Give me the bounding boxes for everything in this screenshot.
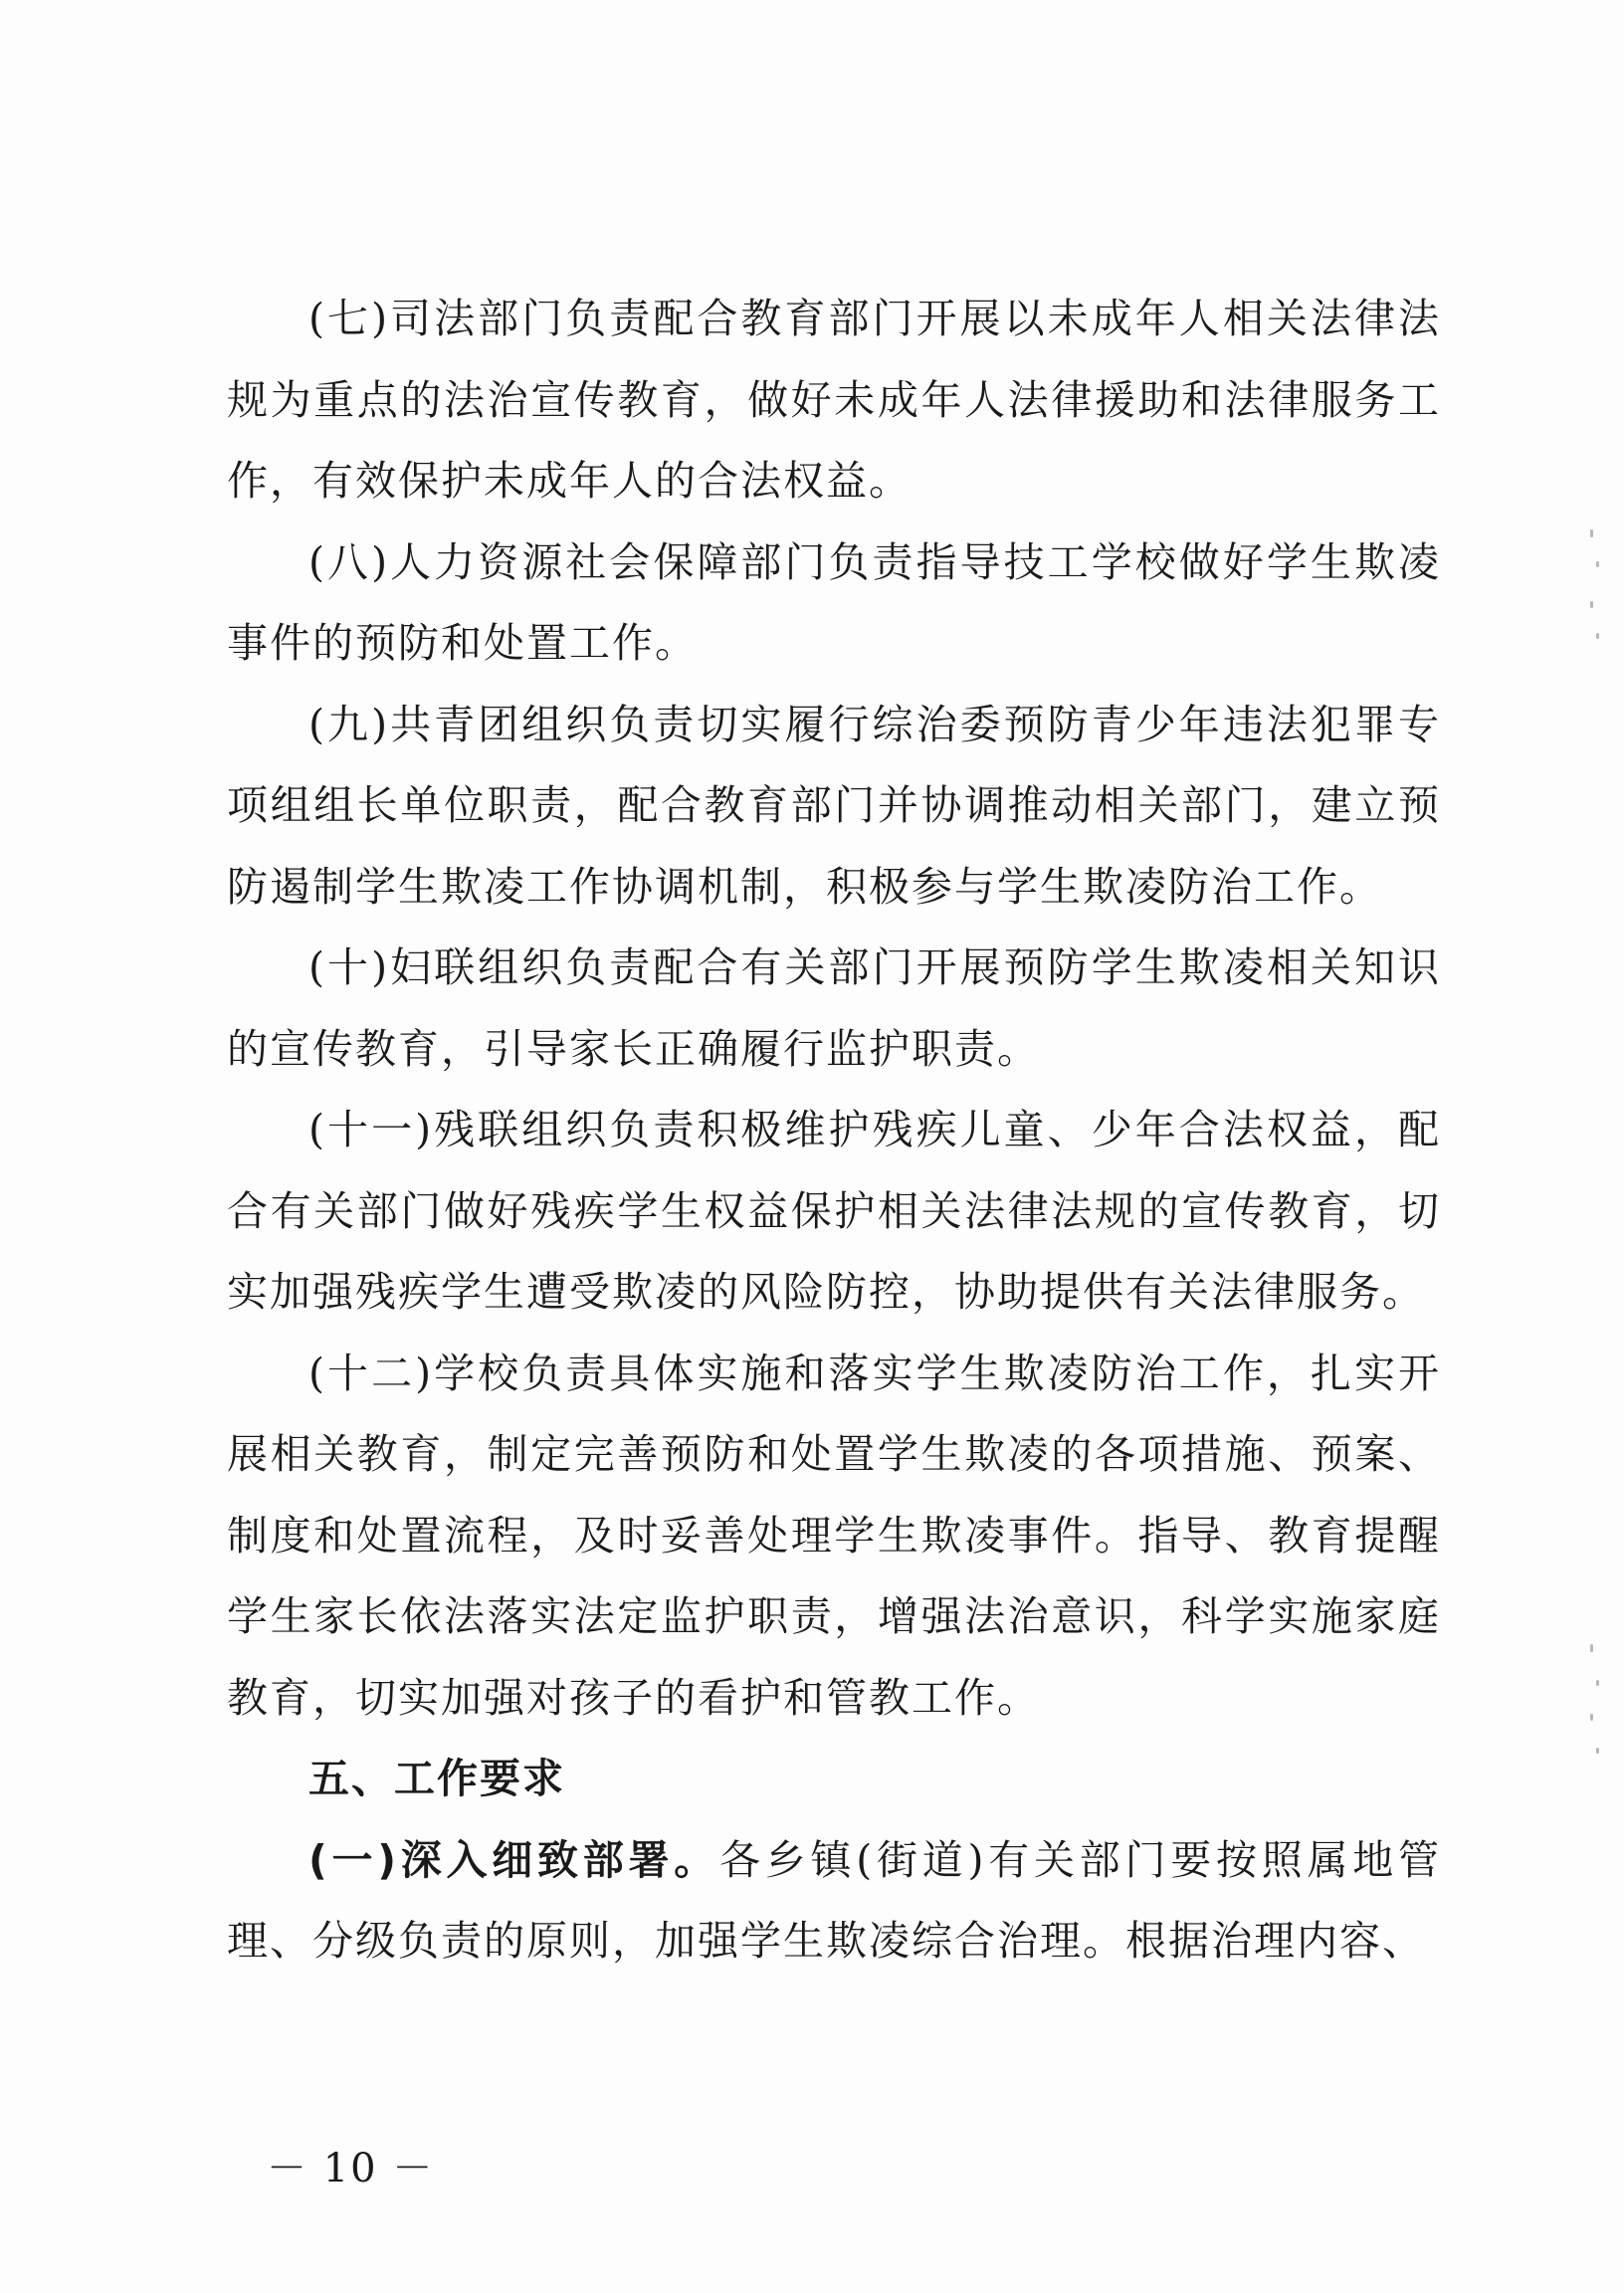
requirement-1-lead: (一)深入细致部署。 [308,1835,719,1884]
scan-mark [1596,1680,1599,1686]
paragraph-youth-league: (九)共青团组织负责切实履行综治委预防青少年违法犯罪专项组组长单位职责，配合教育部门并协调推动相关部门，建立预防遏制学生欺凌工作协调机制，积极参与学生欺凌防治工作。 [227,700,1441,911]
scan-mark [1596,633,1599,639]
section-heading: 五、工作要求 [308,1755,565,1802]
scan-mark [1596,561,1599,567]
scan-mark [1590,529,1593,537]
paragraph-disabled-federation: (十一)残联组织负责积极维护残疾儿童、少年合法权益，配合有关部门做好残疾学生权益保护相关法律法规的宣传教育，切实加强残疾学生遭受欺凌的风险防控，协助提供有关法律服务。 [227,1106,1441,1316]
page-number: － 10 － [267,2146,435,2191]
scan-mark [1596,1748,1599,1754]
page-content [227,279,1441,1982]
paragraph-requirement-1 [227,1820,1441,1982]
scan-mark [1590,1714,1593,1721]
scan-mark [1590,601,1593,608]
paragraph-womens-federation: (十)妇联组织负责配合有关部门开展预防学生欺凌相关知识的宣传教育，引导家长正确履行监护职责。 [227,943,1441,1073]
scan-mark [1590,1644,1593,1652]
paragraph-judicial: (七)司法部门负责配合教育部门开展以未成年人相关法律法规为重点的法治宣传教育，做好未成年人法律援助和法律服务工作，有效保护未成年人的合法权益。 [227,295,1441,505]
paragraph-schools: (十二)学校负责具体实施和落实学生欺凌防治工作，扎实开展相关教育，制定完善预防和处置学生欺凌的各项措施、预案、制度和处置流程，及时妥善处理学生欺凌事件。指导、教育提醒学生家长依法落实法定监护职责，增强法治意识，科学实施家庭教育，切实加强对孩子的看护和管教工作。 [227,1349,1441,1722]
requirement-1-text: 各乡镇(街道)有关部门要按照属地管理、分级负责的原则，加强学生欺凌综合治理。根据治理内容、 [227,1835,1441,1965]
paragraph-human-resources: (八)人力资源社会保障部门负责指导技工学校做好学生欺凌事件的预防和处置工作。 [227,537,1441,667]
